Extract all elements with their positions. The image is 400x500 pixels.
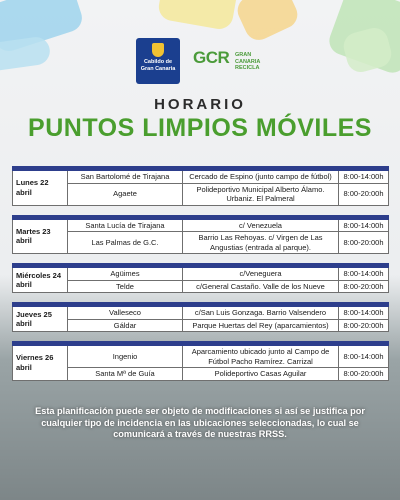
municipality-cell: Santa Lucía de Tirajana — [68, 217, 183, 232]
table-row — [13, 368, 389, 381]
table-row — [13, 344, 389, 368]
gcr-logo-text — [235, 52, 275, 72]
table-row — [13, 266, 389, 281]
gcr-logo-mark: GCR — [193, 48, 230, 67]
table-row — [13, 280, 389, 293]
day-cell: Miércoles 24 abril — [13, 266, 68, 293]
schedule-day-table — [12, 263, 389, 293]
heading-horario: HORARIO — [154, 96, 246, 113]
gcr-logo-line3: RECICLA — [235, 65, 260, 71]
location-cell: c/ Venezuela — [183, 217, 339, 232]
hours-cell: 8:00-14:00h — [339, 305, 389, 320]
hours-cell: 8:00-14:00h — [339, 169, 389, 184]
gcr-logo — [193, 48, 261, 78]
schedule-day-table — [12, 215, 389, 255]
hours-cell: 8:00-20:00h — [339, 280, 389, 293]
hours-cell: 8:00-14:00h — [339, 266, 389, 281]
table-row — [13, 183, 389, 205]
location-cell: Polideportivo Casas Aguilar — [183, 368, 339, 381]
table-row — [13, 169, 389, 184]
location-cell: Aparcamiento ubicado junto al Campo de Fútbol Pacho Ramírez. Carrizal — [183, 344, 339, 368]
table-row — [13, 217, 389, 232]
municipality-cell: Santa Mª de Guía — [68, 368, 183, 381]
schedule-day-table — [12, 166, 389, 206]
municipality-cell: Agaete — [68, 183, 183, 205]
location-cell: c/San Luis Gonzaga. Barrio Valsendero — [183, 305, 339, 320]
hours-cell: 8:00-20:00h — [339, 368, 389, 381]
hours-cell: 8:00-20:00h — [339, 232, 389, 254]
table-row — [13, 305, 389, 320]
recycle-arrow-decoration — [157, 0, 239, 31]
municipality-cell: Ingenio — [68, 344, 183, 368]
location-cell: Barrio Las Rehoyas. c/ Virgen de Las Angustias (entrada al parque). — [183, 232, 339, 254]
location-cell: c/Veneguera — [183, 266, 339, 281]
municipality-cell: Agüimes — [68, 266, 183, 281]
day-cell: Viernes 26 abril — [13, 344, 68, 381]
hours-cell: 8:00-14:00h — [339, 217, 389, 232]
cabildo-logo-line2: Gran Canaria — [140, 65, 176, 72]
schedule-day-table — [12, 302, 389, 332]
gcr-logo-line1: GRAN — [235, 52, 252, 58]
day-cell: Jueves 25 abril — [13, 305, 68, 332]
municipality-cell: Gáldar — [68, 319, 183, 332]
schedule-day-table — [12, 341, 389, 381]
heading-title: PUNTOS LIMPIOS MÓVILES — [28, 114, 372, 142]
cabildo-logo — [136, 38, 180, 84]
day-cell: Lunes 22 abril — [13, 169, 68, 206]
day-cell: Martes 23 abril — [13, 217, 68, 254]
location-cell: Polideportivo Municipal Alberto Álamo. Urbaniz. El Palmeral — [183, 183, 339, 205]
gcr-logo-line2: CANARIA — [235, 58, 261, 65]
schedule — [12, 166, 388, 390]
municipality-cell: San Bartolomé de Tirajana — [68, 169, 183, 184]
location-cell: Cercado de Espino (junto campo de fútbol) — [183, 169, 339, 184]
hours-cell: 8:00-20:00h — [339, 183, 389, 205]
crest-icon — [152, 43, 164, 57]
hours-cell: 8:00-14:00h — [339, 344, 389, 368]
municipality-cell: Valleseco — [68, 305, 183, 320]
location-cell: Parque Huertas del Rey (aparcamientos) — [183, 319, 339, 332]
municipality-cell: Telde — [68, 280, 183, 293]
table-row — [13, 319, 389, 332]
disclaimer-note: Esta planificación puede ser objeto de modificaciones si así se justifica por cualquier tipo de incidencia en las ubicaciones seleccionadas, lo cual se comunicará a través de nuestras RRSS. — [35, 406, 365, 439]
municipality-cell: Las Palmas de G.C. — [68, 232, 183, 254]
hours-cell: 8:00-20:00h — [339, 319, 389, 332]
cabildo-logo-line1: Cabildo de — [143, 59, 173, 65]
logo-bar — [0, 36, 400, 88]
table-row — [13, 232, 389, 254]
location-cell: c/General Castaño. Valle de los Nueve — [183, 280, 339, 293]
